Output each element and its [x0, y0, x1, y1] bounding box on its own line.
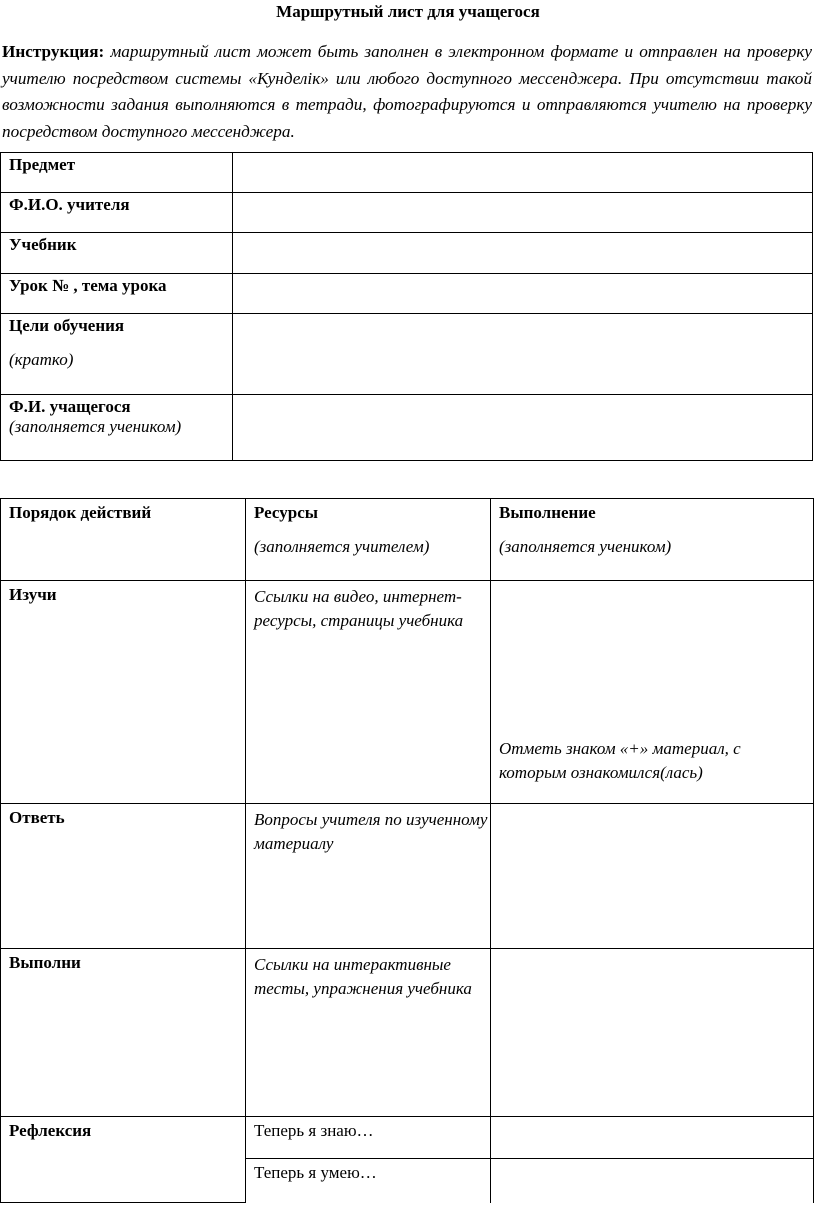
- plan-table: [0, 498, 814, 1203]
- header-resources: Ресурсы: [254, 503, 319, 522]
- teacher-label: Ф.И.О. учителя: [9, 195, 130, 214]
- reflection-action-cell: [1, 1117, 246, 1203]
- reflection-can-answer-cell[interactable]: [491, 1159, 814, 1203]
- study-resource: Ссылки на видео, интернет-ресурсы, страницы учебника: [254, 587, 464, 630]
- lesson-label-cell: [1, 274, 233, 314]
- lesson-value-cell[interactable]: [233, 274, 813, 314]
- do-action: Выполни: [9, 953, 81, 972]
- teacher-label-cell: [1, 193, 233, 233]
- reflection-know-cell: [246, 1117, 491, 1159]
- student-label: Ф.И. учащегося: [9, 397, 131, 416]
- teacher-value-cell[interactable]: [233, 193, 813, 233]
- header-resources-cell: [246, 499, 491, 581]
- textbook-value-cell[interactable]: [233, 233, 813, 274]
- textbook-label: Учебник: [9, 235, 77, 254]
- instruction-paragraph: [2, 39, 812, 145]
- instruction-label: Инструкция:: [2, 42, 105, 61]
- study-action: Изучи: [9, 585, 57, 604]
- header-order-cell: [1, 499, 246, 581]
- header-execution-note: (заполняется учеником): [499, 537, 672, 556]
- goals-label-cell: [1, 314, 233, 395]
- goals-value-cell[interactable]: [233, 314, 813, 395]
- study-action-cell: [1, 581, 246, 804]
- answer-resource: Вопросы учителя по изученному материалу: [254, 810, 488, 853]
- reflection-action: Рефлексия: [9, 1121, 92, 1140]
- subject-label-cell: [1, 153, 233, 193]
- student-value-cell[interactable]: [233, 395, 813, 461]
- instruction-text: маршрутный лист может быть заполнен в электронном формате и отправлен на проверку учителю посредством системы «Кунделік» или любого доступного мессенджера. При отсутствии такой возможности задания выполняются в тетради, фотографируются и отправляются учителю на проверку посредством доступного мессенджера.: [2, 42, 812, 141]
- answer-execution-cell[interactable]: [491, 804, 814, 949]
- answer-action: Ответь: [9, 808, 65, 827]
- page-title: Маршрутный лист для учащегося: [276, 2, 540, 21]
- student-note: (заполняется учеником): [9, 417, 182, 436]
- answer-action-cell: [1, 804, 246, 949]
- study-execution-hint: Отметь знаком «+» материал, с которым ознакомился(лась): [499, 739, 741, 782]
- do-resource: Ссылки на интерактивные тесты, упражнения учебника: [254, 955, 472, 998]
- goals-note: (кратко): [9, 350, 74, 369]
- header-execution-cell: [491, 499, 814, 581]
- do-action-cell: [1, 949, 246, 1117]
- study-execution-cell[interactable]: [491, 581, 814, 804]
- lesson-label: Урок № , тема урока: [9, 276, 167, 295]
- reflection-know: Теперь я знаю…: [254, 1121, 374, 1140]
- header-resources-note: (заполняется учителем): [254, 537, 430, 556]
- subject-value-cell[interactable]: [233, 153, 813, 193]
- reflection-know-answer-cell[interactable]: [491, 1117, 814, 1159]
- textbook-label-cell: [1, 233, 233, 274]
- header-execution: Выполнение: [499, 503, 596, 522]
- do-execution-cell[interactable]: [491, 949, 814, 1117]
- answer-resource-cell: [246, 804, 491, 949]
- reflection-can: Теперь я умею…: [254, 1163, 377, 1182]
- student-label-cell: [1, 395, 233, 461]
- study-resource-cell: [246, 581, 491, 804]
- reflection-can-cell: [246, 1159, 491, 1203]
- goals-label: Цели обучения: [9, 316, 125, 335]
- do-resource-cell: [246, 949, 491, 1117]
- header-order: Порядок действий: [9, 503, 152, 522]
- info-table: [0, 152, 813, 461]
- subject-label: Предмет: [9, 155, 76, 174]
